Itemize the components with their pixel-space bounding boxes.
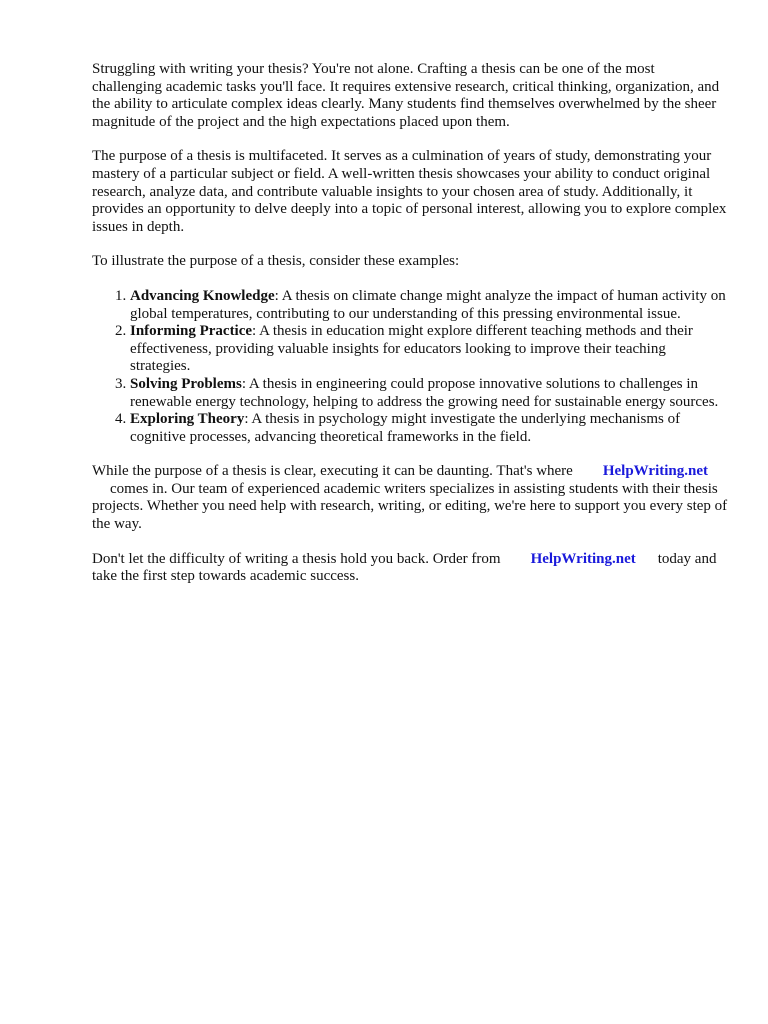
example-text: : A thesis in psychology might investigate the underlying mechanisms of cognitive processes, advancing theoretical frameworks in the field. (130, 411, 681, 445)
order-text-after: today and take the first step towards academic success. (92, 550, 717, 585)
list-item (130, 376, 728, 411)
order-text-before: Don't let the difficulty of writing a thesis hold you back. Order from (92, 550, 501, 567)
list-item (130, 288, 728, 323)
helpwriting-link[interactable]: HelpWriting.net (602, 463, 708, 480)
example-title: Solving Problems (130, 375, 242, 392)
example-title: Informing Practice (130, 323, 253, 340)
list-item (130, 411, 728, 446)
examples-list (92, 288, 728, 446)
purpose-paragraph: The purpose of a thesis is multifaceted. It serves as a culmination of years of study, demonstrating your mastery of a particular subject or field. A well-written thesis showcases your ability to conduct original research, analyze data, and contribute valuable insights to your chosen area of study. Additionally, it provides an opportunity to delve deeply into a topic of personal interest, allowing you to explore complex issues in depth. (92, 148, 727, 235)
list-item (130, 323, 728, 376)
intro-paragraph: Struggling with writing your thesis? You're not alone. Crafting a thesis can be one of the most challenging academic tasks you'll face. It requires extensive research, critical thinking, organization, and the ability to articulate complex ideas clearly. Many students find themselves overwhelmed by the sheer magnitude of the project and the high expectations placed upon them. (92, 61, 720, 130)
example-text: : A thesis on climate change might analyze the impact of human activity on global temperatures, contributing to our understanding of this pressing environmental issue. (130, 287, 726, 322)
service-paragraph (92, 463, 728, 533)
service-text-before: While the purpose of a thesis is clear, executing it can be daunting. That's where (92, 463, 573, 480)
service-text-after: comes in. Our team of experienced academic writers specializes in assisting students with their thesis projects. Whether you need help with research, writing, or editing, we're here to support you every step of the way. (92, 480, 728, 533)
example-text: : A thesis in engineering could propose innovative solutions to challenges in renewable energy technology, helping to address the growing need for sustainable energy sources. (130, 375, 719, 410)
helpwriting-order-link[interactable]: HelpWriting.net (530, 550, 636, 567)
examples-intro: To illustrate the purpose of a thesis, consider these examples: (92, 253, 460, 270)
example-title: Exploring Theory (130, 411, 245, 428)
example-title: Advancing Knowledge (130, 287, 275, 304)
example-text: : A thesis in education might explore different teaching methods and their effectiveness, providing valuable insights for educators looking to improve their teaching strategies. (130, 323, 693, 375)
order-paragraph (92, 551, 728, 586)
